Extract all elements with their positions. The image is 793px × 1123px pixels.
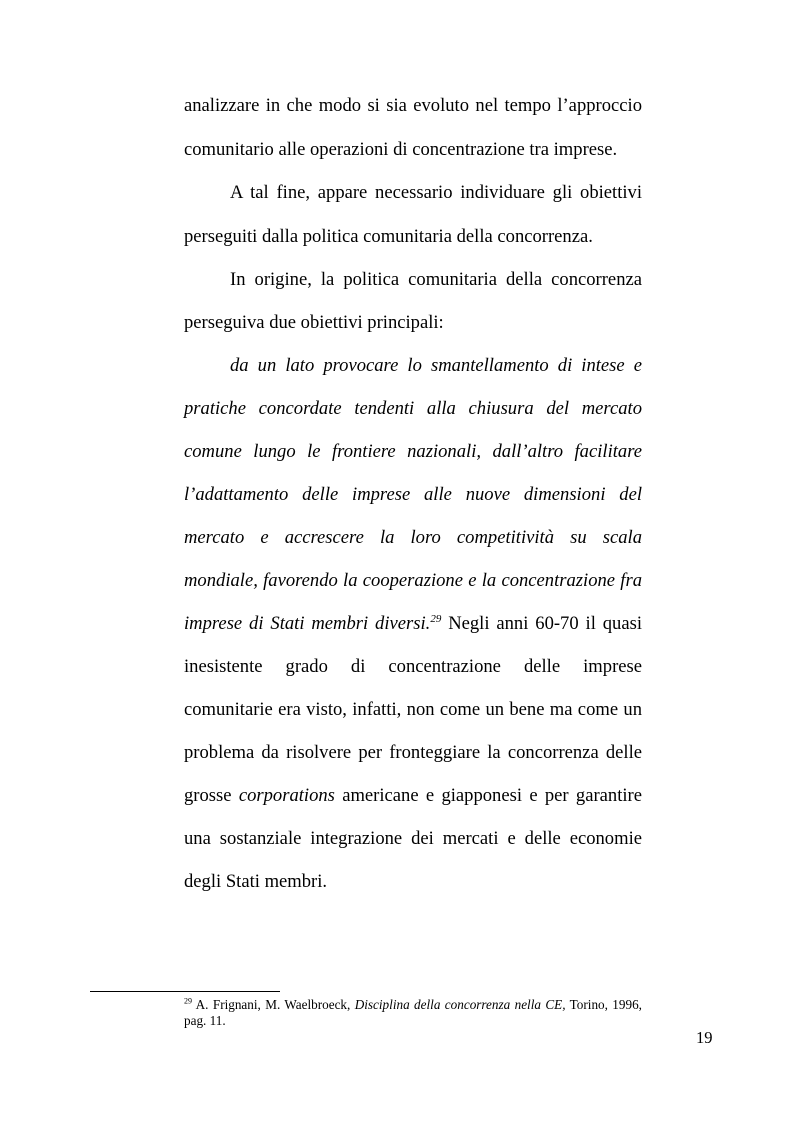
body-text-italic: corporations [238, 785, 335, 806]
footnote-rest: Torino, 1996, [565, 997, 642, 1012]
body-line-rest: Negli anni 60-70 il quasi [441, 613, 642, 634]
body-line: perseguiti dalla politica comunitaria della concorrenza. [184, 226, 593, 247]
quote-line-end: imprese di Stati membri diversi. [184, 613, 431, 634]
body-line: degli Stati membri. [184, 871, 328, 892]
footnote-divider [90, 991, 280, 992]
body-line: comunitarie era visto, infatti, non come un bene ma come un [184, 699, 642, 720]
footnote-number: 29 [184, 996, 192, 1006]
body-line: problema da risolvere per fronteggiare la concorrenza delle [184, 742, 642, 763]
quote-line: da un lato provocare lo smantellamento di intese e [230, 355, 642, 376]
footnote-line [184, 997, 642, 1013]
quote-line: pratiche concordate tendenti alla chiusura del mercato [184, 398, 642, 419]
body-text: americane e giapponesi e per garantire [334, 785, 642, 806]
footnote-line: pag. 11. [184, 1013, 226, 1028]
body-line-mixed [184, 785, 642, 807]
body-line: inesistente grado di concentrazione delle imprese [184, 656, 642, 677]
quote-line: l’adattamento delle imprese alle nuove dimensioni del [184, 484, 642, 505]
page-number: 19 [696, 1028, 713, 1047]
quote-line: mercato e accrescere la loro competitività su scala [184, 527, 642, 548]
footnote-title: Disciplina della concorrenza nella CE, [354, 997, 566, 1012]
body-line: analizzare in che modo si sia evoluto nel tempo l’approccio [184, 95, 642, 116]
body-line: comunitario alle operazioni di concentrazione tra imprese. [184, 139, 618, 160]
body-line: una sostanziale integrazione dei mercati e delle economie [184, 828, 642, 849]
body-line: perseguiva due obiettivi principali: [184, 312, 444, 333]
body-text: grosse [184, 785, 239, 806]
body-line: In origine, la politica comunitaria della concorrenza [230, 269, 642, 290]
footnote-reference: 29 [430, 612, 442, 625]
footnote-authors: A. Frignani, M. Waelbroeck, [192, 997, 355, 1012]
body-line-mixed [184, 613, 642, 635]
quote-line: comune lungo le frontiere nazionali, dall’altro facilitare [184, 441, 642, 462]
body-line: A tal fine, appare necessario individuare gli obiettivi [230, 182, 642, 203]
quote-line: mondiale, favorendo la cooperazione e la concentrazione fra [184, 570, 642, 591]
